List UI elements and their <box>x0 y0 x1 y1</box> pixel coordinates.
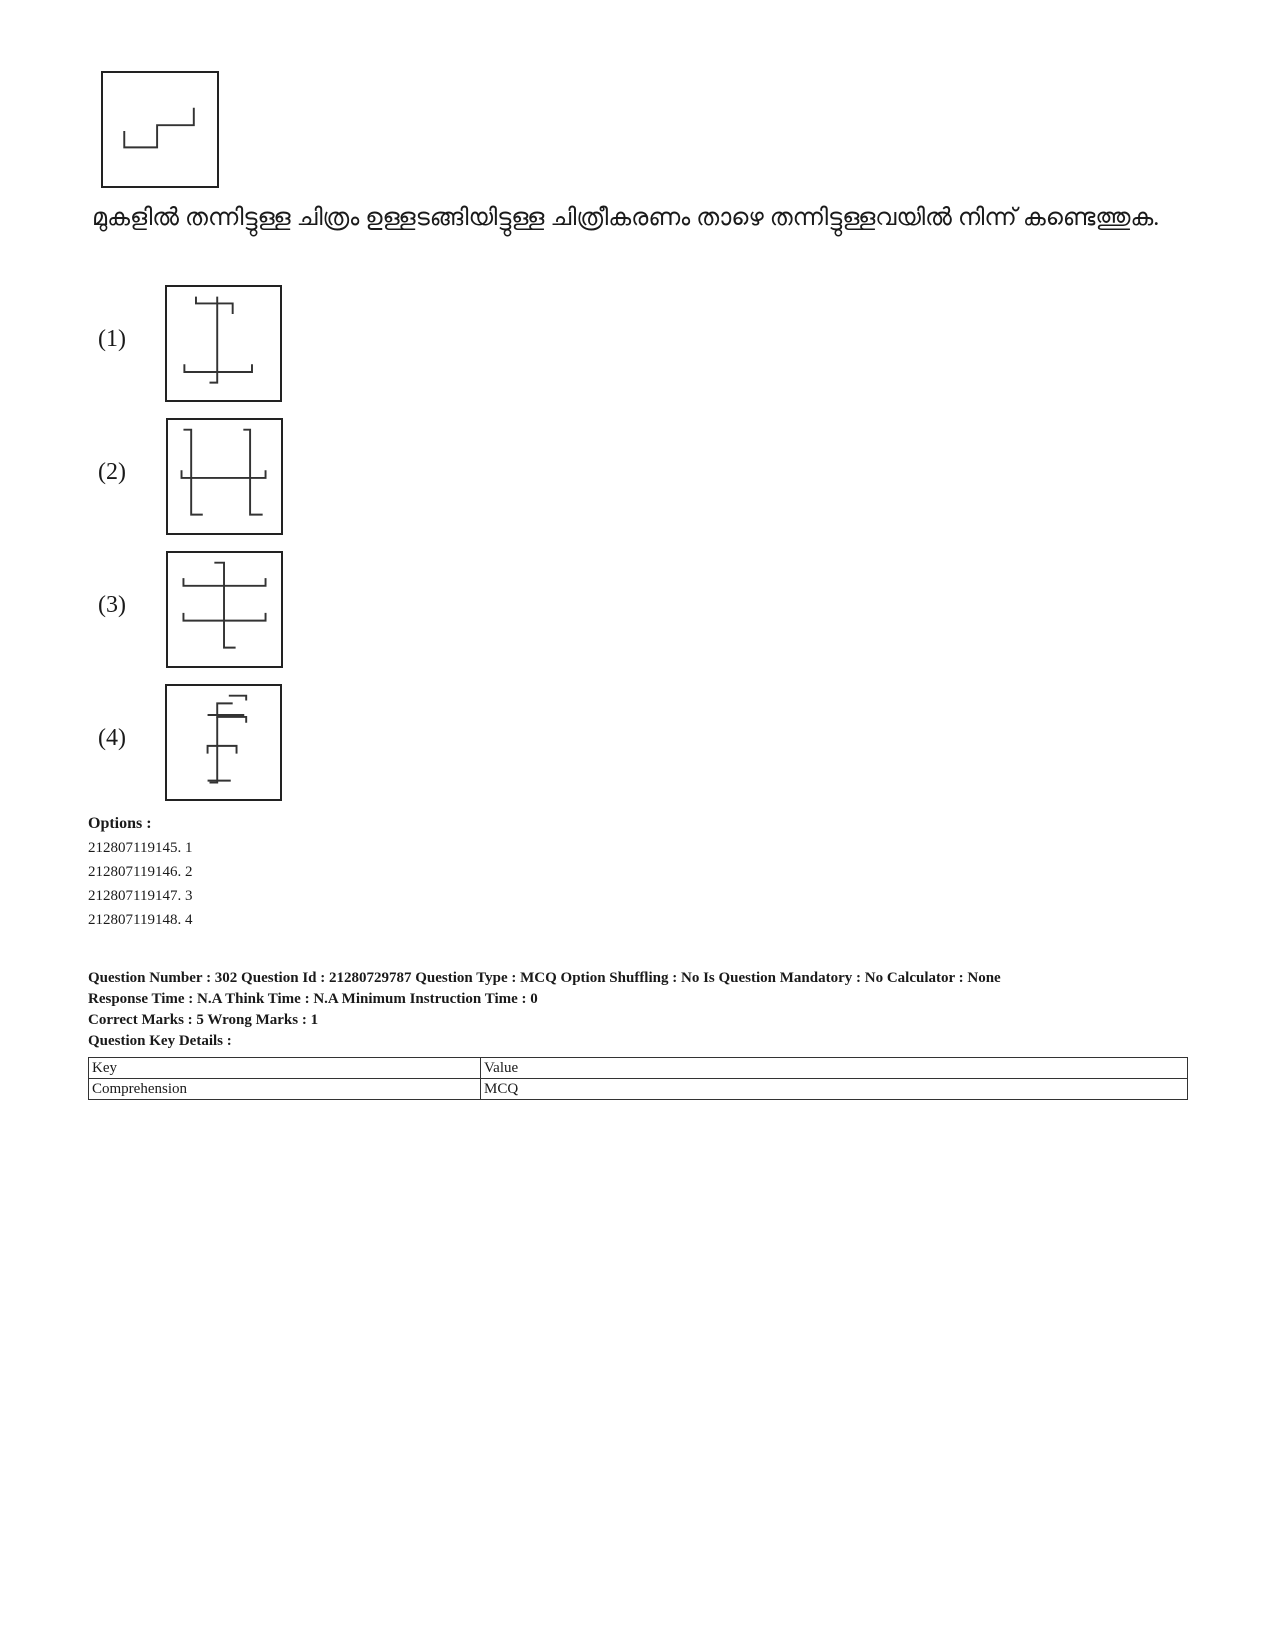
option-id-1: 212807119145. 1 <box>88 840 193 856</box>
choice-label-4: (4) <box>98 725 126 751</box>
option-id-3: 212807119147. 3 <box>88 888 193 904</box>
choice-figure-3 <box>166 551 283 668</box>
reference-figure-drawing <box>103 73 217 186</box>
table-header-value: Value <box>481 1058 1188 1079</box>
table-header-key: Key <box>89 1058 481 1079</box>
choice-figure-4 <box>165 684 282 801</box>
table-cell-key: Comprehension <box>89 1079 481 1100</box>
choice-label-3: (3) <box>98 592 126 618</box>
options-heading: Options : <box>88 815 152 832</box>
choice-figure-1 <box>165 285 282 402</box>
meta-line-3: Correct Marks : 5 Wrong Marks : 1 <box>88 1012 319 1028</box>
question-text: മുകളിൽ തന്നിട്ടുള്ള ചിത്രം ഉള്ളടങ്ങിയിട്ടുള്ള ചിത്രീകരണം താഴെ തന്നിട്ടുള്ളവയിൽ നിന്ന് കണ്ടെത്തുക. <box>92 205 1160 231</box>
option-id-2: 212807119146. 2 <box>88 864 193 880</box>
choice-figure-2-drawing <box>168 420 281 533</box>
choice-figure-3-drawing <box>168 553 281 666</box>
choice-figure-2 <box>166 418 283 535</box>
question-key-table <box>88 1057 1188 1100</box>
choice-label-2: (2) <box>98 459 126 485</box>
meta-line-2: Response Time : N.A Think Time : N.A Minimum Instruction Time : 0 <box>88 991 538 1007</box>
table-header-row <box>89 1058 1188 1079</box>
option-id-4: 212807119148. 4 <box>88 912 193 928</box>
choice-figure-4-drawing <box>167 686 280 799</box>
choice-figure-1-drawing <box>167 287 280 400</box>
table-cell-value: MCQ <box>481 1079 1188 1100</box>
choice-label-1: (1) <box>98 326 126 352</box>
meta-line-1: Question Number : 302 Question Id : 21280729787 Question Type : MCQ Option Shuffling : No Is Question Mandatory : No Calculator : None <box>88 970 1001 986</box>
table-row <box>89 1079 1188 1100</box>
reference-figure <box>101 71 219 188</box>
meta-line-4: Question Key Details : <box>88 1033 232 1049</box>
question-meta <box>88 968 1001 1052</box>
